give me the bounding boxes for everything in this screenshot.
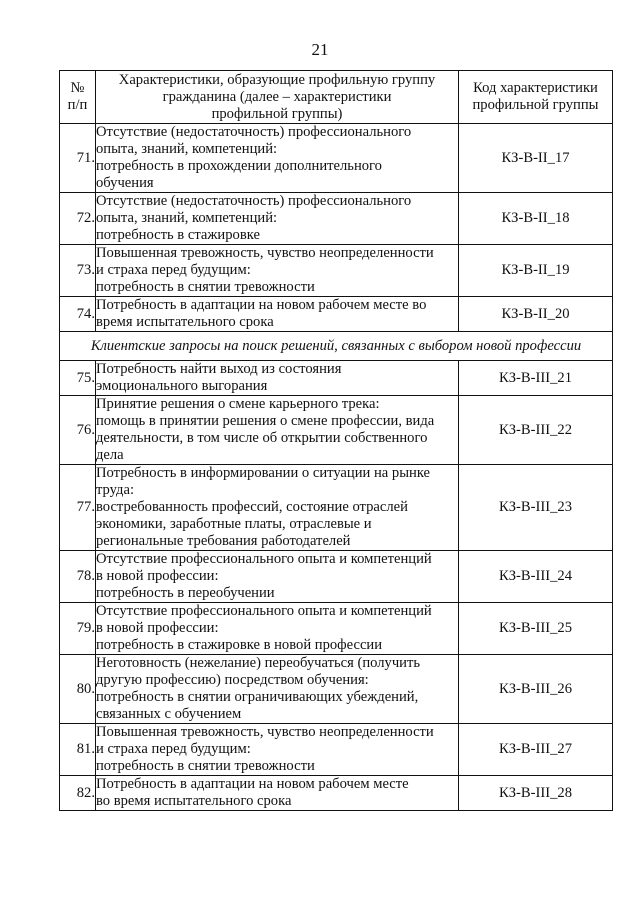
table-row xyxy=(60,655,613,724)
table-row xyxy=(60,551,613,603)
row-number: 80. xyxy=(60,655,96,724)
characteristic-line: труда: xyxy=(96,482,134,498)
characteristic-line: потребность в снятии тревожности xyxy=(96,279,315,295)
table-section xyxy=(60,332,613,361)
row-number: 78. xyxy=(60,551,96,603)
table-row xyxy=(60,465,613,551)
characteristic-line: в новой профессии: xyxy=(96,568,219,584)
row-characteristic xyxy=(96,193,459,245)
row-number: 81. xyxy=(60,724,96,776)
characteristic-line: дела xyxy=(96,447,124,463)
row-number: 71. xyxy=(60,124,96,193)
row-number: 79. xyxy=(60,603,96,655)
characteristic-line: обучения xyxy=(96,175,154,191)
characteristic-line: потребность в снятии тревожности xyxy=(96,758,315,774)
characteristic-line: Отсутствие профессионального опыта и компетенций xyxy=(96,551,432,567)
characteristic-line: Потребность в адаптации на новом рабочем месте во xyxy=(96,297,427,313)
characteristic-line: экономики, заработные платы, отраслевые и xyxy=(96,516,372,532)
characteristic-line: потребность в снятии ограничивающих убеждений, xyxy=(96,689,419,705)
characteristic-line: Отсутствие (недостаточность) профессионального xyxy=(96,193,412,209)
row-code: КЗ-В-III_26 xyxy=(459,655,613,724)
characteristic-line: Потребность найти выход из состояния xyxy=(96,361,342,377)
characteristic-line: эмоционального выгорания xyxy=(96,378,268,394)
row-code: КЗ-В-III_27 xyxy=(459,724,613,776)
characteristic-line: помощь в принятии решения о смене профессии, вида xyxy=(96,413,435,429)
characteristic-line: Потребность в адаптации на новом рабочем месте xyxy=(96,776,409,792)
row-characteristic xyxy=(96,361,459,396)
row-characteristic xyxy=(96,655,459,724)
row-characteristic xyxy=(96,245,459,297)
table-row xyxy=(60,776,613,811)
row-code: КЗ-В-II_20 xyxy=(459,297,613,332)
row-number: 74. xyxy=(60,297,96,332)
table-body-group-iii xyxy=(60,361,613,811)
row-number: 76. xyxy=(60,396,96,465)
row-characteristic xyxy=(96,776,459,811)
row-code: КЗ-В-III_24 xyxy=(459,551,613,603)
table-body-group-ii xyxy=(60,124,613,332)
characteristic-line: Потребность в информировании о ситуации на рынке xyxy=(96,465,431,481)
characteristic-line: Принятие решения о смене карьерного трека: xyxy=(96,396,380,412)
row-code: КЗ-В-III_25 xyxy=(459,603,613,655)
characteristic-line: Повышенная тревожность, чувство неопределенности xyxy=(96,245,434,261)
characteristic-line: Отсутствие (недостаточность) профессионального xyxy=(96,124,412,140)
row-code: КЗ-В-III_23 xyxy=(459,465,613,551)
row-code: КЗ-В-II_18 xyxy=(459,193,613,245)
row-characteristic xyxy=(96,124,459,193)
row-characteristic xyxy=(96,724,459,776)
characteristic-line: связанных с обучением xyxy=(96,706,242,722)
row-code: КЗ-В-III_22 xyxy=(459,396,613,465)
row-characteristic xyxy=(96,465,459,551)
column-header-number xyxy=(60,71,96,124)
characteristic-line: Повышенная тревожность, чувство неопределенности xyxy=(96,724,434,740)
table-row xyxy=(60,297,613,332)
header-desc-line: профильной группы) xyxy=(211,105,343,122)
row-characteristic xyxy=(96,297,459,332)
table-header-row xyxy=(60,71,613,124)
characteristic-line: другую профессию) посредством обучения: xyxy=(96,672,369,688)
characteristic-line: во время испытательного срока xyxy=(96,793,292,809)
characteristic-line: потребность в стажировке в новой профессии xyxy=(96,637,383,653)
row-number: 73. xyxy=(60,245,96,297)
column-header-characteristics xyxy=(96,71,459,124)
table-row xyxy=(60,361,613,396)
characteristic-line: востребованность профессий, состояние отраслей xyxy=(96,499,408,515)
characteristic-line: потребность в прохождении дополнительного xyxy=(96,158,382,174)
table-row xyxy=(60,193,613,245)
section-title: Клиентские запросы на поиск решений, связанных с выбором новой профессии xyxy=(60,332,613,361)
row-number: 77. xyxy=(60,465,96,551)
characteristic-line: региональные требования работодателей xyxy=(96,533,351,549)
table-row xyxy=(60,603,613,655)
table-row xyxy=(60,396,613,465)
characteristic-line: в новой профессии: xyxy=(96,620,219,636)
characteristic-line: и страха перед будущим: xyxy=(96,741,251,757)
header-desc-line: Характеристики, образующие профильную группу xyxy=(118,71,436,88)
characteristic-line: Неготовность (нежелание) переобучаться (получить xyxy=(96,655,420,671)
row-code: КЗ-В-II_17 xyxy=(459,124,613,193)
characteristic-line: и страха перед будущим: xyxy=(96,262,251,278)
characteristic-line: опыта, знаний, компетенций: xyxy=(96,141,278,157)
row-code: КЗ-В-III_28 xyxy=(459,776,613,811)
row-number: 82. xyxy=(60,776,96,811)
header-code-line: профильной группы xyxy=(472,97,599,113)
row-code: КЗ-В-II_19 xyxy=(459,245,613,297)
page-number: 21 xyxy=(311,40,329,59)
row-number: 72. xyxy=(60,193,96,245)
column-header-code xyxy=(459,71,613,124)
row-characteristic xyxy=(96,603,459,655)
row-code: КЗ-В-III_21 xyxy=(459,361,613,396)
characteristic-line: деятельности, в том числе об открытии собственного xyxy=(96,430,428,446)
row-number: 75. xyxy=(60,361,96,396)
header-desc-line: гражданина (далее – характеристики xyxy=(162,88,392,105)
characteristic-line: потребность в стажировке xyxy=(96,227,260,243)
table-row xyxy=(60,124,613,193)
characteristic-line: время испытательного срока xyxy=(96,314,274,330)
table-row xyxy=(60,724,613,776)
characteristic-line: Отсутствие профессионального опыта и компетенций xyxy=(96,603,432,619)
row-characteristic xyxy=(96,551,459,603)
header-code-line: Код характеристики xyxy=(473,80,598,96)
row-characteristic xyxy=(96,396,459,465)
characteristic-line: опыта, знаний, компетенций: xyxy=(96,210,278,226)
section-row xyxy=(60,332,613,361)
header-number-symbol: № xyxy=(70,80,85,96)
characteristic-line: потребность в переобучении xyxy=(96,585,275,601)
header-number-abbrev: п/п xyxy=(67,97,88,113)
profile-characteristics-table xyxy=(59,70,613,811)
table-row xyxy=(60,245,613,297)
